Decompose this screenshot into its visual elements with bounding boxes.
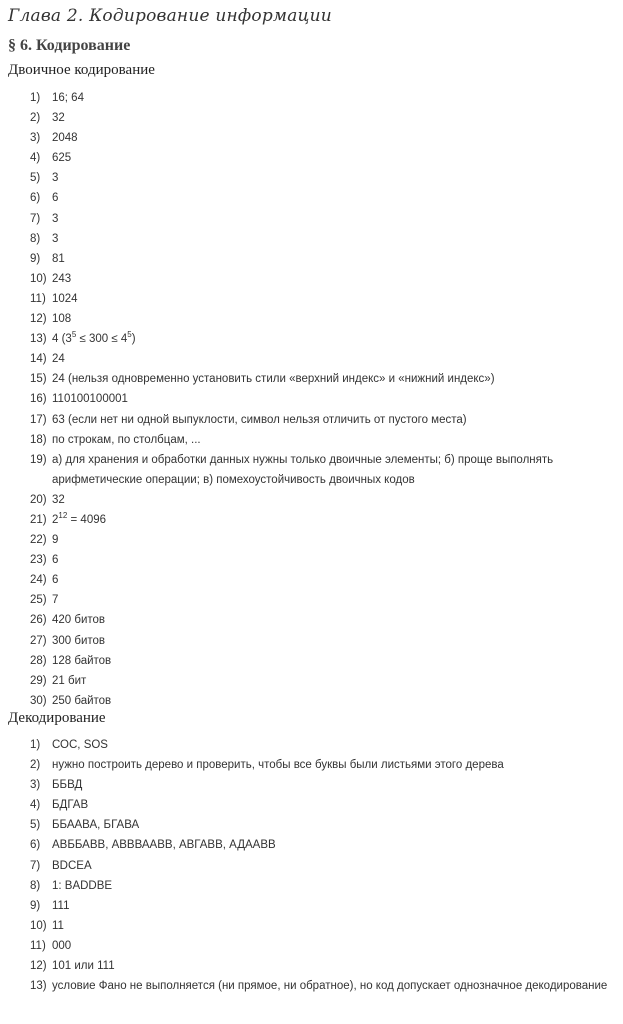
answer-item [0, 249, 623, 269]
answer-text-part: 3 [52, 172, 59, 185]
section-title: § 6. Кодирование [8, 37, 131, 54]
answer-text-part: BDCEA [52, 859, 92, 872]
answer-number: 13) [30, 333, 47, 346]
answer-text [52, 88, 623, 108]
answer-text-part: 300 битов [52, 634, 106, 647]
answer-item [0, 896, 623, 916]
answer-text [52, 936, 623, 956]
answer-number: 18) [30, 433, 47, 446]
answer-text [52, 369, 623, 389]
answer-number: 11) [30, 292, 46, 305]
answer-text [52, 570, 623, 590]
answer-text [52, 651, 623, 671]
answer-item [0, 651, 623, 671]
answer-item [0, 128, 623, 148]
answer-text [52, 510, 623, 530]
answer-text [52, 229, 623, 249]
superscript: 5 [127, 330, 132, 340]
answer-item [0, 775, 623, 795]
answer-item [0, 450, 623, 490]
answer-item [0, 835, 623, 855]
answer-text-part: 1: BADDBE [52, 879, 113, 892]
answer-item [0, 490, 623, 510]
answer-text-part: = 4096 [67, 513, 107, 526]
answer-text-part: 11 [52, 919, 64, 932]
answer-number: 29) [30, 674, 47, 687]
answer-text [52, 876, 623, 896]
answer-number: 25) [30, 594, 47, 607]
answer-text-part: 2048 [52, 132, 78, 145]
answer-text-part: 6 [52, 192, 59, 205]
answer-number: 14) [30, 353, 47, 366]
answer-number: 2) [30, 759, 41, 772]
answer-text-part: 3 [52, 212, 59, 225]
answer-item [0, 570, 623, 590]
answer-text-part: 6 [52, 554, 59, 567]
answer-item [0, 209, 623, 229]
answer-item [0, 309, 623, 329]
answer-item [0, 956, 623, 976]
answer-text-part: 108 [52, 313, 72, 326]
answer-text-part: ББВД [52, 779, 83, 792]
answer-text-part: а) для хранения и обработки данных нужны только двоичные элементы; б) проще выполнять арифметические операции; в) помехоустойчивость двоичных кодов [52, 453, 554, 486]
answer-item [0, 671, 623, 691]
answer-number: 9) [30, 252, 41, 265]
answer-text-part: 3 [52, 232, 59, 245]
answer-number: 8) [30, 232, 41, 245]
answer-text-part: 24 [52, 353, 65, 366]
answer-text [52, 188, 623, 208]
answer-number: 28) [30, 654, 47, 667]
answer-text-part: 101 или 111 [52, 960, 115, 973]
answer-text-part: БДГАВ [52, 799, 89, 812]
answer-number: 22) [30, 534, 47, 547]
answer-text-part: 110100100001 [52, 393, 128, 406]
answer-text-part: 250 байтов [52, 694, 112, 707]
answer-text-part: 4 (3 [52, 333, 72, 346]
answer-text [52, 956, 623, 976]
answer-item [0, 510, 623, 530]
answer-text-part: 420 битов [52, 614, 106, 627]
answer-text [52, 550, 623, 570]
answer-text [52, 856, 623, 876]
answer-item [0, 229, 623, 249]
answer-text-part: ББААВА, БГАВА [52, 819, 140, 832]
answer-number: 9) [30, 899, 41, 912]
answer-text [52, 530, 623, 550]
answer-number: 7) [30, 212, 41, 225]
answer-text-part: 32 [52, 493, 65, 506]
answer-text-part: 6 [52, 574, 59, 587]
answer-text-part: 32 [52, 112, 65, 125]
answer-item [0, 410, 623, 430]
answer-item [0, 148, 623, 168]
answer-item [0, 329, 623, 349]
superscript: 5 [71, 330, 77, 340]
answer-text-part: АВББАВВ, АВВВААВВ, АВГАВВ, АДААВВ [52, 839, 276, 852]
answer-text-part: СОС, SOS [52, 739, 108, 751]
answer-number: 23) [30, 554, 47, 567]
answer-text [52, 610, 623, 630]
answer-text-part: 63 (если нет ни одной выпуклости, символ нельзя отличить от пустого места) [52, 413, 467, 426]
answer-number: 30) [30, 694, 47, 707]
answer-text [52, 108, 623, 128]
answer-item [0, 691, 623, 711]
answer-number: 10) [30, 919, 47, 932]
answer-text-part: 9 [52, 534, 59, 547]
answer-number: 4) [30, 799, 41, 812]
answer-item [0, 168, 623, 188]
answer-number: 5) [30, 172, 41, 185]
answer-text [52, 209, 623, 229]
answer-text [52, 329, 623, 349]
answer-text [52, 430, 623, 450]
answer-number: 17) [30, 413, 47, 426]
answer-text [52, 490, 623, 510]
answer-text [52, 590, 623, 610]
answer-text-part: 24 (нельзя одновременно установить стили «верхний индекс» и «нижний индекс») [52, 373, 495, 386]
answer-text-part: 128 байтов [52, 654, 112, 667]
chapter-title: Глава 2. Кодирование информации [8, 6, 332, 26]
answer-number: 19) [30, 453, 47, 466]
answer-item [0, 916, 623, 936]
subsection-heading-decoding: Декодирование [8, 710, 106, 726]
answer-item [0, 795, 623, 815]
answer-text [52, 168, 623, 188]
answer-number: 6) [30, 192, 41, 205]
answer-item [0, 876, 623, 896]
answer-text-part: 1024 [52, 292, 78, 305]
subsection-heading-binary-coding: Двоичное кодирование [8, 62, 155, 78]
answer-text-part: 16; 64 [52, 92, 84, 104]
answer-item [0, 755, 623, 775]
answer-text-part: 81 [52, 252, 65, 265]
answer-number: 12) [30, 960, 47, 973]
answer-number: 6) [30, 839, 41, 852]
answer-item [0, 550, 623, 570]
answer-item [0, 976, 623, 996]
answer-text-part: по строкам, по столбцам, ... [52, 433, 201, 446]
answer-text-part: 21 бит [52, 674, 87, 687]
answer-number: 20) [30, 493, 47, 506]
answer-text [52, 976, 623, 996]
answer-text-part: 625 [52, 152, 72, 165]
answer-item [0, 610, 623, 630]
answer-number: 13) [30, 980, 47, 993]
answer-text [52, 775, 623, 795]
answer-text [52, 631, 623, 651]
answer-item [0, 430, 623, 450]
answer-item [0, 369, 623, 389]
answer-text-part: 111 [52, 899, 70, 912]
answer-number: 12) [30, 313, 47, 326]
answer-text [52, 249, 623, 269]
answer-number: 10) [30, 272, 47, 285]
answer-text-part: условие Фано не выполняется (ни прямое, ни обратное), но код допускает однозначное декодирование [52, 980, 608, 993]
answer-number: 3) [30, 779, 41, 792]
answer-number: 11) [30, 939, 46, 952]
answer-text [52, 128, 623, 148]
answer-item [0, 188, 623, 208]
answer-item [0, 389, 623, 409]
answer-item [0, 349, 623, 369]
answer-item [0, 269, 623, 289]
answer-number: 16) [30, 393, 47, 406]
answer-number: 7) [30, 859, 41, 872]
superscript: 12 [58, 511, 68, 521]
answer-text-part: 2 [52, 513, 59, 526]
answer-number: 15) [30, 373, 47, 386]
answer-item [0, 856, 623, 876]
answer-number: 27) [30, 634, 47, 647]
answer-text [52, 450, 623, 490]
answer-number: 2) [30, 112, 41, 125]
answer-number: 1) [30, 92, 41, 104]
answer-item [0, 590, 623, 610]
answer-text-part: ≤ 300 ≤ 4 [76, 333, 128, 346]
answer-text [52, 671, 623, 691]
answer-text [52, 815, 623, 835]
answer-number: 21) [30, 513, 47, 526]
answer-item [0, 108, 623, 128]
answer-number: 8) [30, 879, 41, 892]
answer-item [0, 289, 623, 309]
answer-item [0, 530, 623, 550]
answer-text [52, 389, 623, 409]
answer-text-part: 243 [52, 272, 72, 285]
answer-item [0, 735, 623, 755]
answer-text [52, 735, 623, 755]
answer-text [52, 835, 623, 855]
answer-number: 5) [30, 819, 41, 832]
answer-text [52, 349, 623, 369]
answer-text [52, 795, 623, 815]
answer-item [0, 88, 623, 108]
answer-text [52, 896, 623, 916]
answer-list-binary-coding [0, 88, 623, 711]
answer-list-decoding [0, 735, 623, 996]
answer-text [52, 755, 623, 775]
answer-text [52, 289, 623, 309]
answer-text [52, 309, 623, 329]
answer-item [0, 815, 623, 835]
answer-text-part: 000 [52, 939, 72, 952]
answer-text-part: нужно построить дерево и проверить, чтобы все буквы были листьями этого дерева [52, 759, 504, 772]
answer-text [52, 916, 623, 936]
answer-number: 1) [30, 739, 41, 751]
answer-text-part: ) [131, 333, 136, 346]
answer-text-part: 7 [52, 594, 59, 607]
answer-item [0, 631, 623, 651]
answer-number: 24) [30, 574, 47, 587]
answer-text [52, 148, 623, 168]
answer-text [52, 410, 623, 430]
answer-text [52, 269, 623, 289]
answer-number: 26) [30, 614, 47, 627]
answer-item [0, 936, 623, 956]
answer-number: 4) [30, 152, 41, 165]
answer-text [52, 691, 623, 711]
answer-number: 3) [30, 132, 41, 145]
